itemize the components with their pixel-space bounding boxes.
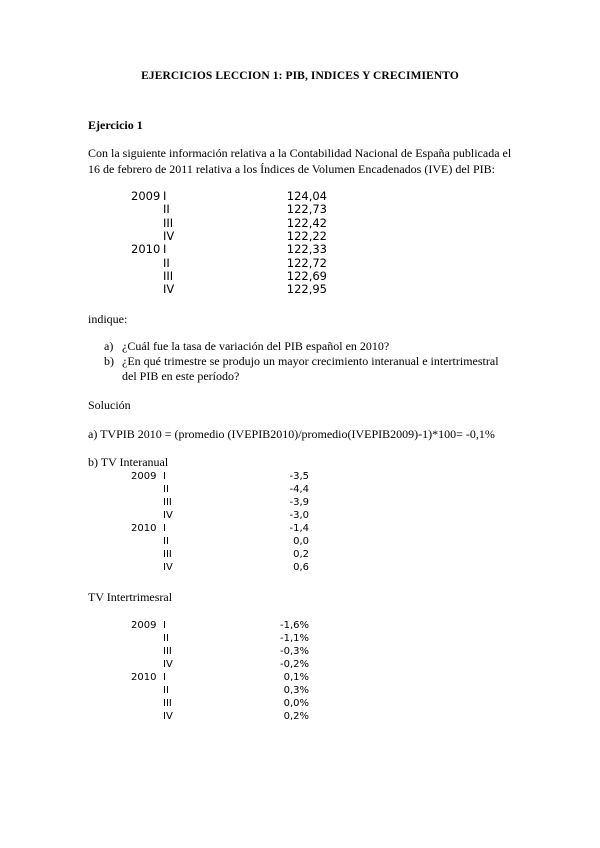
value-cell: 122,33 [286,242,327,257]
quarter-cell: II [163,202,170,217]
question-item [104,354,499,384]
quarter-cell: IV [163,562,173,573]
value-cell: 0,3% [283,685,309,696]
year-cell: 2010 [131,672,157,683]
intro-paragraph [88,145,528,177]
exercise-heading: Ejercicio 1 [88,118,143,132]
quarter-cell: III [163,215,174,230]
value-cell: 0,0 [293,536,309,547]
quarter-cell: II [163,633,169,644]
quarter-cell: I [163,523,166,534]
quarter-cell: IV [163,510,173,521]
indique-text: indique: [88,312,128,326]
value-cell: 0,2 [293,549,309,560]
quarter-cell: IV [163,228,175,243]
intro-line-2: 16 de febrero de 2011 relativa a los Índices de Volumen Encadenados (IVE) del PIB: [88,162,495,176]
year-cell: 2010 [131,523,157,534]
quarter-cell: I [163,189,167,203]
quarter-cell: III [163,698,172,709]
interanual-heading: b) TV Interanual [88,455,169,469]
value-cell: 122,95 [286,282,327,297]
value-cell: 0,2% [283,711,309,722]
question-item [104,339,499,354]
value-cell: -3,5 [289,471,309,482]
value-cell: 122,42 [286,215,327,230]
quarter-cell: I [163,620,166,631]
value-cell: -3,0 [289,510,309,521]
solucion-heading: Solución [88,398,131,412]
year-cell: 2009 [131,471,157,482]
year-cell: 2009 [131,620,157,631]
intro-line-1: Con la siguiente información relativa a la Contabilidad Nacional de España publicada el [88,146,512,160]
quarter-cell: I [163,672,166,683]
question-text: ¿En qué trimestre se produjo un mayor crecimiento interanual e intertrimestral [122,354,499,368]
quarter-cell: IV [163,282,175,297]
quarter-cell: III [163,646,172,657]
value-cell: 0,0% [283,698,309,709]
value-cell: 122,22 [286,228,327,243]
quarter-cell: II [163,484,169,495]
value-cell: -4,4 [289,484,309,495]
quarter-cell: II [163,255,170,270]
value-cell: 122,69 [286,268,327,283]
value-cell: 0,1% [283,672,309,683]
quarter-cell: III [163,268,174,283]
question-label: a) [104,339,114,353]
question-text: del PIB en este período? [122,369,240,383]
question-text: ¿Cuál fue la tasa de variación del PIB español en 2010? [122,339,390,353]
question-list [104,339,499,384]
value-cell: -3,9 [289,497,309,508]
quarter-cell: II [163,536,169,547]
quarter-cell: II [163,685,169,696]
quarter-cell: IV [163,711,173,722]
quarter-cell: I [163,471,166,482]
value-cell: -1,4 [289,523,309,534]
value-cell: -0,2% [279,659,309,670]
page-title: EJERCICIOS LECCION 1: PIB, INDICES Y CRECIMIENTO [141,70,459,82]
year-cell: 2010 [131,242,161,257]
year-cell: 2009 [131,189,161,203]
quarter-cell: I [163,242,167,257]
intertrimestral-heading: TV Intertrimesral [88,590,173,604]
value-cell: -1,1% [279,633,309,644]
value-cell: 122,72 [286,255,327,270]
quarter-cell: IV [163,659,173,670]
question-label: b) [104,354,114,368]
value-cell: -1,6% [279,620,309,631]
value-cell: -0,3% [279,646,309,657]
value-cell: 0,6 [293,562,309,573]
quarter-cell: III [163,497,172,508]
answer-a: a) TVPIB 2010 = (promedio (IVEPIB2010)/promedio(IVEPIB2009)-1)*100= -0,1% [88,427,495,441]
quarter-cell: III [163,549,172,560]
value-cell: 124,04 [286,189,327,203]
value-cell: 122,73 [286,202,327,217]
